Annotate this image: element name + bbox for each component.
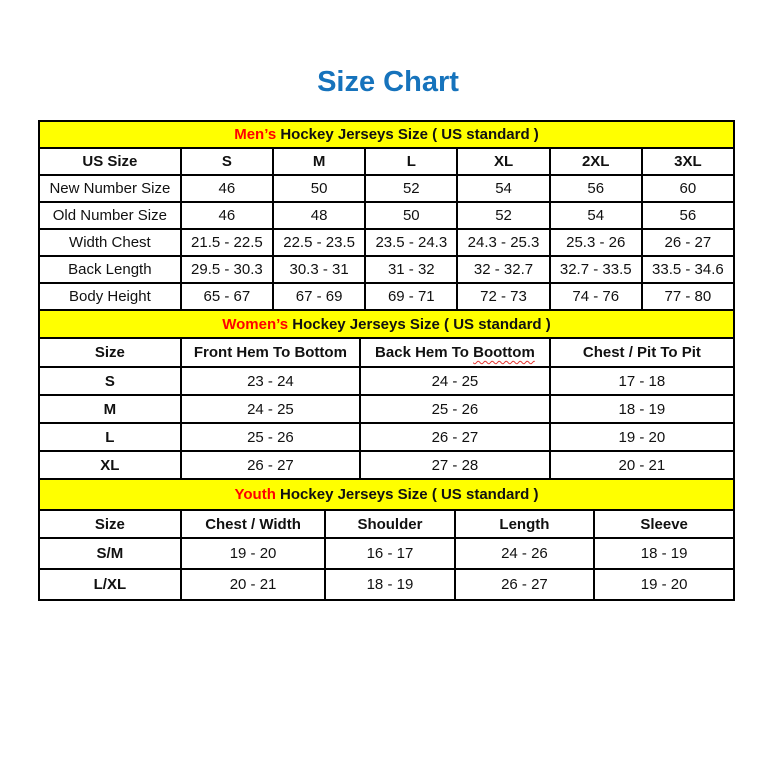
header-row xyxy=(39,510,734,538)
misspelled-word: Boottom xyxy=(473,344,535,361)
table-row xyxy=(39,423,734,451)
header-row xyxy=(39,338,734,367)
column-header: S xyxy=(181,148,273,175)
column-header: Length xyxy=(455,510,595,538)
row-label: L/XL xyxy=(39,569,181,600)
cell-value: 22.5 - 23.5 xyxy=(273,229,365,256)
row-label: New Number Size xyxy=(39,175,181,202)
row-label: Width Chest xyxy=(39,229,181,256)
column-header: Chest / Width xyxy=(181,510,326,538)
cell-value: 24 - 25 xyxy=(360,367,550,395)
cell-value: 19 - 20 xyxy=(550,423,734,451)
column-header: L xyxy=(365,148,457,175)
cell-value: 67 - 69 xyxy=(273,283,365,310)
cell-value: 24 - 25 xyxy=(181,395,360,423)
cell-value: 23 - 24 xyxy=(181,367,360,395)
column-header: US Size xyxy=(39,148,181,175)
cell-value: 69 - 71 xyxy=(365,283,457,310)
row-label: M xyxy=(39,395,181,423)
cell-value: 46 xyxy=(181,202,273,229)
cell-value: 21.5 - 22.5 xyxy=(181,229,273,256)
column-header: 3XL xyxy=(642,148,734,175)
row-label: Body Height xyxy=(39,283,181,310)
cell-value: 19 - 20 xyxy=(594,569,734,600)
cell-value: 29.5 - 30.3 xyxy=(181,256,273,283)
row-label: Old Number Size xyxy=(39,202,181,229)
column-header: Size xyxy=(39,338,181,367)
table-row xyxy=(39,283,734,310)
table-row xyxy=(39,229,734,256)
section-band-youth xyxy=(39,479,734,510)
table-row xyxy=(39,569,734,600)
column-header: XL xyxy=(457,148,549,175)
section-band-text: Hockey Jerseys Size ( US standard ) xyxy=(276,126,539,143)
cell-value: 77 - 80 xyxy=(642,283,734,310)
table-row xyxy=(39,202,734,229)
row-label: S/M xyxy=(39,538,181,569)
cell-value: 27 - 28 xyxy=(360,451,550,479)
table-row xyxy=(39,256,734,283)
size-table-youth xyxy=(38,478,735,601)
cell-value: 26 - 27 xyxy=(181,451,360,479)
cell-value: 46 xyxy=(181,175,273,202)
cell-value: 25 - 26 xyxy=(360,395,550,423)
header-row xyxy=(39,148,734,175)
cell-value: 26 - 27 xyxy=(642,229,734,256)
cell-value: 32 - 32.7 xyxy=(457,256,549,283)
table-row xyxy=(39,395,734,423)
cell-value: 54 xyxy=(550,202,642,229)
cell-value: 18 - 19 xyxy=(594,538,734,569)
section-band-text: Hockey Jerseys Size ( US standard ) xyxy=(275,486,539,503)
cell-value: 20 - 21 xyxy=(181,569,326,600)
cell-value: 17 - 18 xyxy=(550,367,734,395)
cell-value: 32.7 - 33.5 xyxy=(550,256,642,283)
cell-value: 50 xyxy=(365,202,457,229)
cell-value: 56 xyxy=(642,202,734,229)
table-row xyxy=(39,367,734,395)
column-header xyxy=(360,338,550,367)
size-table-womens xyxy=(38,309,735,480)
row-label: XL xyxy=(39,451,181,479)
cell-value: 26 - 27 xyxy=(360,423,550,451)
cell-value: 24.3 - 25.3 xyxy=(457,229,549,256)
column-header: Shoulder xyxy=(325,510,454,538)
column-header: 2XL xyxy=(550,148,642,175)
cell-value: 25 - 26 xyxy=(181,423,360,451)
row-label: S xyxy=(39,367,181,395)
cell-value: 16 - 17 xyxy=(325,538,454,569)
cell-value: 74 - 76 xyxy=(550,283,642,310)
row-label: L xyxy=(39,423,181,451)
cell-value: 54 xyxy=(457,175,549,202)
cell-value: 52 xyxy=(365,175,457,202)
cell-value: 25.3 - 26 xyxy=(550,229,642,256)
row-label: Back Length xyxy=(39,256,181,283)
size-chart-tables xyxy=(38,120,735,601)
cell-value: 50 xyxy=(273,175,365,202)
cell-value: 19 - 20 xyxy=(181,538,326,569)
cell-value: 52 xyxy=(457,202,549,229)
column-header: Chest / Pit To Pit xyxy=(550,338,734,367)
page-title: Size Chart xyxy=(317,66,459,98)
cell-value: 26 - 27 xyxy=(455,569,595,600)
column-header: Size xyxy=(39,510,181,538)
table-row xyxy=(39,538,734,569)
cell-value: 48 xyxy=(273,202,365,229)
cell-value: 60 xyxy=(642,175,734,202)
cell-value: 18 - 19 xyxy=(550,395,734,423)
cell-value: 23.5 - 24.3 xyxy=(365,229,457,256)
section-band-text: Hockey Jerseys Size ( US standard ) xyxy=(288,315,551,333)
table-row xyxy=(39,451,734,479)
cell-value: 56 xyxy=(550,175,642,202)
section-band-womens xyxy=(39,310,734,338)
table-row xyxy=(39,175,734,202)
cell-value: 72 - 73 xyxy=(457,283,549,310)
column-header: M xyxy=(273,148,365,175)
cell-value: 20 - 21 xyxy=(550,451,734,479)
section-band-accent: Women’s xyxy=(222,315,289,333)
cell-value: 18 - 19 xyxy=(325,569,454,600)
cell-value: 31 - 32 xyxy=(365,256,457,283)
column-header: Front Hem To Bottom xyxy=(181,338,360,367)
section-band-mens xyxy=(39,121,734,148)
section-band-accent: Men’s xyxy=(234,126,277,143)
column-header: Sleeve xyxy=(594,510,734,538)
cell-value: 30.3 - 31 xyxy=(273,256,365,283)
size-table-mens xyxy=(38,120,735,311)
column-header-text: Back Hem To xyxy=(375,344,474,361)
cell-value: 33.5 - 34.6 xyxy=(642,256,734,283)
section-band-accent: Youth xyxy=(234,486,276,503)
cell-value: 24 - 26 xyxy=(455,538,595,569)
cell-value: 65 - 67 xyxy=(181,283,273,310)
